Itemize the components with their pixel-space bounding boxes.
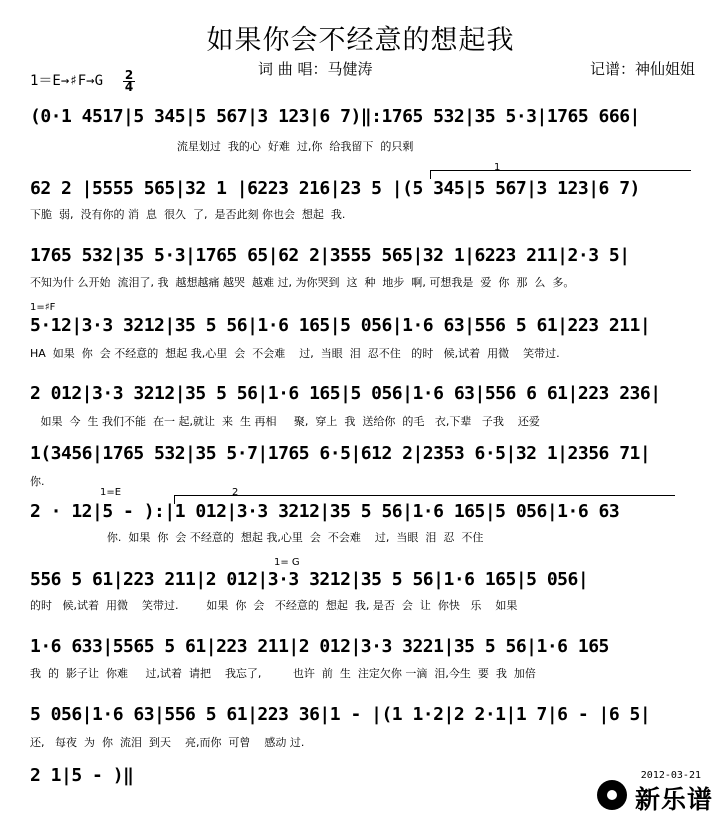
lyrics-line: 的时 候,试着 用微 笑带过. 如果 你 会 不经意的 想起 我, 是否 会 让 你快 乐 如果 [30, 599, 518, 612]
key-change-mark: 1=E [100, 487, 122, 498]
lyrics-line: 还, 每夜 为 你 流泪 到天 亮,而你 可曾 感动 过. [30, 736, 305, 749]
volta-number-1: 1 [494, 162, 501, 173]
lyrics-line: 不知为什 么开始 流泪了, 我 越想越痛 越哭 越难 过, 为你哭到 这 种 地步 啊, 可想我是 爱 你 那 么 多。 [30, 276, 575, 289]
record-icon [597, 780, 627, 810]
lyrics-line: HA 如果 你 会 不经意的 想起 我,心里 会 不会难 过, 当眼 泪 忍不住 的时 候,试着 用微 笑带过. [30, 347, 560, 360]
notation-line: 1765 532|35 5·3|1765 65|62 2|3555 565|32 1|6223 211|2·3 5| [30, 245, 630, 266]
notation-line: 1(3456|1765 532|35 5·7|1765 6·5|612 2|2353 6·5|32 1|2356 71| [30, 443, 651, 464]
notation-line: 1·6 633|5565 5 61|223 211|2 012|3·3 3221|35 5 56|1·6 165 [30, 636, 609, 657]
lyrics-line: 流星划过 我的心 好难 过,你 给我留下 的只剩 [30, 140, 414, 153]
notation-line: 556 5 61|223 211|2 012|3·3 3212|35 5 56|1·6 165|5 056| [30, 569, 589, 590]
lyrics-line: 你. [30, 475, 45, 488]
lyrics-line: 下脆 弱, 没有你的 消 息 很久 了, 是否此刻 你也会 想起 我. [30, 208, 346, 221]
lyrics-line: 我 的 影子让 你难 过,试着 请把 我忘了, 也许 前 生 注定欠你 一滴 泪,今生 要 我 加倍 [30, 667, 536, 680]
time-signature [122, 70, 136, 93]
notation-line: 2 012|3·3 3212|35 5 56|1·6 165|5 056|1·6 63|556 6 61|223 236| [30, 383, 661, 404]
volta-number-2: 2 [232, 487, 239, 498]
credits-line: 词 曲 唱：马健涛 [258, 60, 373, 78]
notation-line: 5·12|3·3 3212|35 5 56|1·6 165|5 056|1·6 63|556 5 61|223 211| [30, 315, 651, 336]
time-signature-bottom: 4 [124, 80, 134, 94]
notation-line: 62 2 |5555 565|32 1 |6223 216|23 5 |(5 345|5 567|3 123|6 7) [30, 178, 640, 199]
song-title: 如果你会不经意的想起我 [206, 25, 515, 56]
key-change-mark: 1=♯F [30, 302, 56, 313]
notation-line: 5 056|1·6 63|556 5 61|223 36|1 - |(1 1·2|2 2·1|1 7|6 - |6 5| [30, 704, 651, 725]
arranger-line: 记谱：神仙姐姐 [589, 60, 695, 78]
key-signature: 1＝E→♯F→G [30, 73, 104, 89]
notation-line: 2 1|5 - )‖ [30, 765, 134, 786]
date-stamp: 2012-03-21 [640, 770, 701, 781]
notation-line: (0·1 4517|5 345|5 567|3 123|6 7)‖:1765 532|35 5·3|1765 666| [30, 106, 640, 127]
logo-text: 新乐谱 [635, 785, 714, 814]
key-change-mark: 1= G [274, 557, 300, 568]
lyrics-line: 如果 今 生 我们不能 在一 起,就让 来 生 再相 聚, 穿上 我 送给你 的毛 衣,下辈 子我 还爱 [30, 415, 540, 428]
time-signature-top: 2 [124, 68, 134, 82]
lyrics-line: 你. 如果 你 会 不经意的 想起 我,心里 会 不会难 过, 当眼 泪 忍 不住 [30, 531, 484, 544]
site-logo[interactable] [595, 778, 717, 814]
notation-line: 2 · 12|5 - ):|1 012|3·3 3212|35 5 56|1·6 165|5 056|1·6 63 [30, 501, 620, 522]
